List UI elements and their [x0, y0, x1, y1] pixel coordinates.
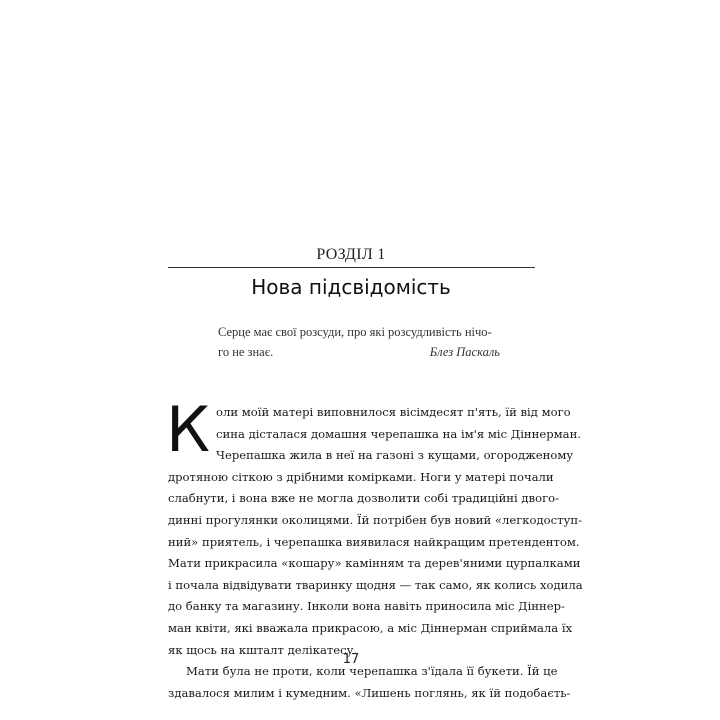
epigraph-author: Блез Паскаль: [429, 345, 500, 359]
chapter-title: Нова підсвідомість: [251, 275, 451, 299]
paragraph: [168, 661, 571, 704]
paragraph: [166, 393, 583, 661]
text-line: і почала відвідувати тваринку щодня — так само, як колись ходила: [168, 577, 583, 592]
text-line: динні прогулянки околицями. Їй потрібен був новий «легкодоступ-: [168, 512, 582, 527]
page-number: 17: [342, 652, 360, 667]
text-line: дротяною сіткою з дрібними комірками. Ноги у матері почали: [168, 469, 554, 484]
chapter-divider: [168, 267, 535, 268]
text-line: як щось на кшталт делікатесу.: [168, 642, 358, 657]
text-line: Мати прикрасила «кошару» камінням та дерев'яними цурпалками: [168, 556, 581, 571]
text-line: слабнути, і вона вже не могла дозволити собі традиційні двого-: [168, 491, 560, 506]
text-line: сина дісталася домашня черепашка на ім'я міс Діннерман.: [216, 426, 581, 441]
text-line: до банку та магазину. Інколи вона навіть приносила міс Діннер-: [168, 599, 565, 614]
text-line: здавалося милим і кумедним. «Лишень поглянь, як їй подобаєть-: [168, 685, 571, 700]
text-line: ман квіти, які вважала прикрасою, а міс Діннерман сприймала їх: [168, 620, 573, 635]
chapter-label: РОЗДІЛ 1: [316, 246, 386, 263]
epigraph-line: Серце має свої розсуди, про які розсудливість нічо-: [218, 325, 492, 339]
epigraph-line: го не знає.: [218, 345, 274, 359]
text-line: Черепашка жила в неї на газоні з кущами, огородженому: [216, 448, 574, 463]
text-line: Мати була не проти, коли черепашка з'їдала її букети. Їй це: [186, 664, 558, 679]
text-line: оли моїй матері виповнилося вісімдесят п'ять, їй від мого: [216, 405, 571, 419]
drop-cap: К: [166, 393, 211, 466]
text-line: ний» приятель, і черепашка виявилася найкращим претендентом.: [168, 534, 580, 549]
